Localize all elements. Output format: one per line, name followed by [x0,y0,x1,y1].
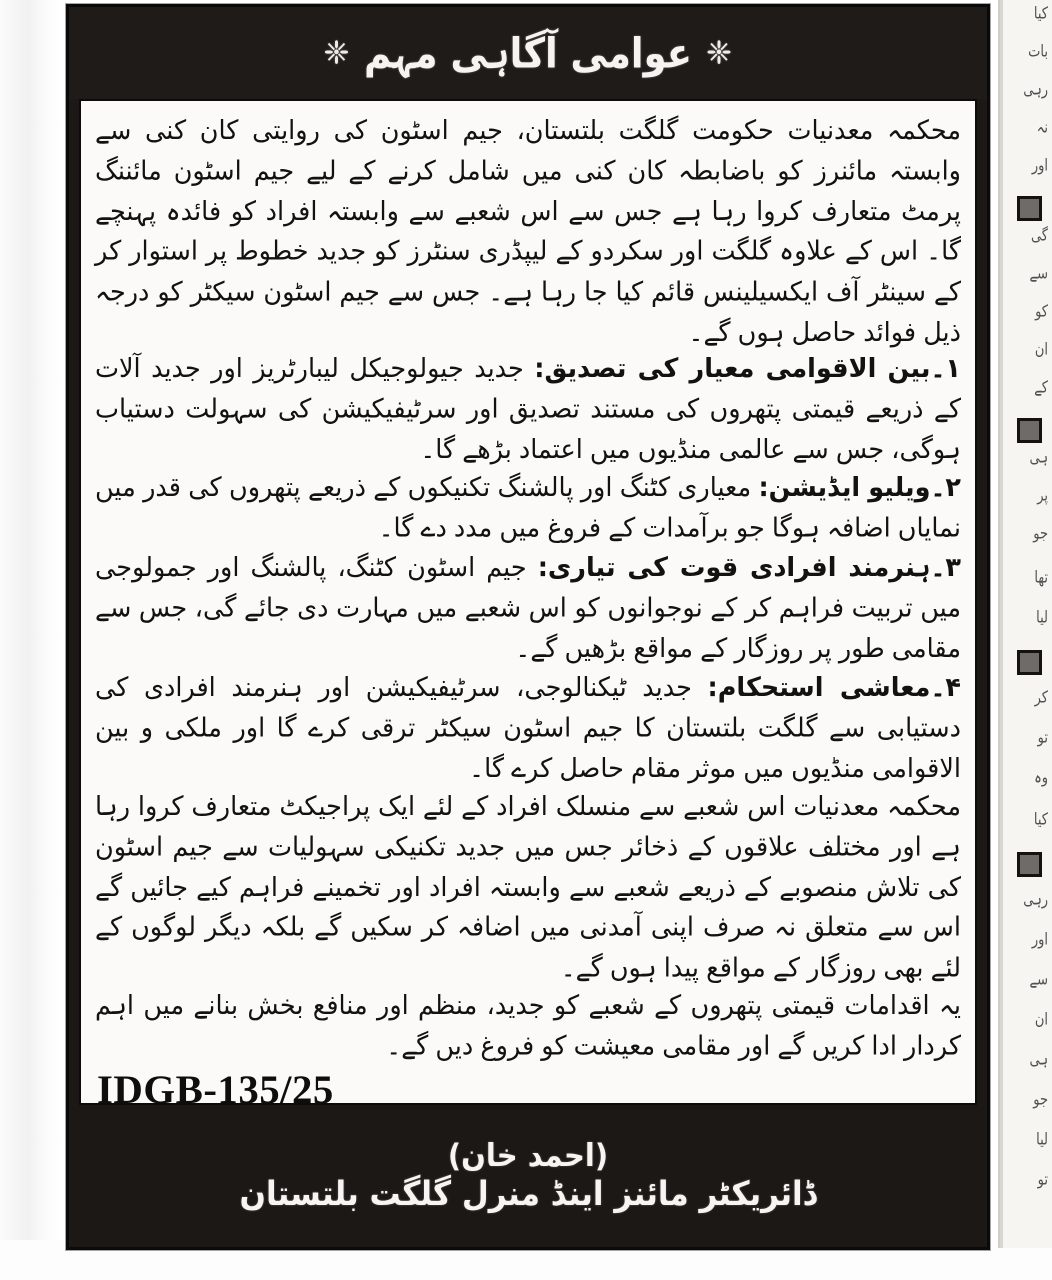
neighbor-text-fragment: سے [1029,264,1048,284]
neighbor-text-fragment: پر [1037,486,1048,506]
advertisement-header [69,7,987,99]
benefit-point-4-title: معاشی استحکام: [707,671,931,703]
floral-ornament-icon: ❈ [706,33,733,72]
neighbor-text-fragment: کو [1035,302,1048,322]
neighbor-text-fragment: اور [1031,930,1048,950]
neighbor-text-fragment: رہی [1023,890,1048,910]
neighbor-text-fragment: ہی [1029,448,1048,468]
benefit-point-1-number: ۱۔ [930,352,961,384]
benefit-point-3-number: ۳۔ [930,552,961,584]
neighbor-text-fragment: ان [1034,340,1048,360]
neighbor-text-fragment: جو [1033,524,1048,544]
campaign-title-text: عوامی آگاہی مہم [363,28,693,78]
benefit-point-3-title: ہنرمند افرادی قوت کی تیاری: [537,552,931,584]
neighbor-text-fragment: اور [1031,156,1048,176]
neighbor-text-fragment: ہی [1029,1050,1048,1070]
page-left-gutter [0,0,62,1280]
neighbor-text-fragment: وہ [1034,768,1048,788]
advertisement-body-panel [79,99,977,1105]
neighbor-text-fragment: سے [1029,970,1048,990]
neighbor-text-fragment: لیا [1036,608,1048,628]
neighbor-bullet-marker [1017,650,1042,675]
neighbor-text-fragment: گی [1030,226,1048,246]
advertisement-copy [95,111,961,1068]
neighbor-text-fragment: ان [1034,1010,1048,1030]
campaign-title [323,29,732,77]
benefit-point-1-text: جدید جیولوجیکل لیبارٹریز اور جدید آلات کے ذریعے قیمتی پتھروں کی مستند تصدیق اور سرٹیفیکیشن کی سہولت دستیاب ہوگی، جس سے عالمی منڈیوں میں اعتماد بڑھے گا۔ [95,352,961,465]
signature-block [69,1109,987,1247]
benefit-point-3 [95,548,961,669]
neighbor-bullet-marker [1017,418,1042,443]
neighbor-text-fragment: رہی [1023,80,1048,100]
benefit-point-4-number: ۴۔ [930,671,961,703]
neighbor-bullet-marker [1017,852,1042,877]
project-paragraph: محکمہ معدنیات اس شعبے سے منسلک افراد کے لئے ایک پراجیکٹ متعارف کروا رہا ہے اور مختلف علاقوں کے ذخائر جس میں جدید تکنیکی سہولیات سے جیم اسٹون کی تلاش منصوبے کے ذریعے شعبے سے وابستہ افراد اور تخمینے فراہم کیے جائیں گے اس سے متعلق نہ صرف اپنی آمدنی میں اضافہ کر سکیں گے بلکہ دیگر لوگوں کے لئے بھی روزگار کے مواقع پیدا ہوں گے۔ [95,790,961,984]
benefit-point-1 [95,349,961,470]
advertisement-box [66,4,990,1250]
benefit-point-2 [95,468,961,549]
neighbor-text-fragment: کیا [1033,810,1048,830]
benefit-point-2-title: ویلیو ایڈیشن: [758,471,931,504]
benefit-point-3-text: جیم اسٹون کٹنگ، پالشنگ اور جمولوجی میں تربیت فراہم کر کے نوجوانوں کو اس شعبے میں مہارت دی جائے گی، جس سے مقامی طور پر روزگار کے مواقع بڑھیں گے۔ [95,552,961,665]
benefit-point-2-number: ۲۔ [930,471,961,504]
benefit-point-4-text: جدید ٹیکنالوجی، سرٹیفیکیشن اور ہنرمند افرادی کی دستیابی سے گلگت بلتستان کا جیم اسٹون سیکٹر ترقی کرے گا اور ملکی و بین الاقوامی منڈیوں میں موثر مقام حاصل کرے گا۔ [95,671,961,784]
neighbor-text-fragment: کیا [1033,4,1048,24]
neighbor-bullet-marker [1017,196,1042,221]
neighbor-text-fragment: جو [1033,1090,1048,1110]
neighbor-text-fragment: تو [1037,728,1048,748]
column-divider-rule [1000,0,1003,1248]
adjacent-column-sliver [998,0,1052,1248]
reference-number: IDGB-135/25 [97,1067,334,1105]
reference-row [95,1068,961,1105]
closing-paragraph: یہ اقدامات قیمتی پتھروں کے شعبے کو جدید، منظم اور منافع بخش بنانے میں اہم کردار ادا کریں گے اور مقامی معیشت کو فروغ دیں گے۔ [95,989,961,1062]
neighbor-text-fragment: لیا [1036,1130,1048,1150]
neighbor-text-fragment: بات [1028,42,1048,62]
benefit-point-2-text: معیاری کٹنگ اور پالشنگ تکنیکوں کے ذریعے پتھروں کی قدر میں نمایاں اضافہ ہوگا جو برآمدات کے فروغ میں مدد دے گا۔ [95,471,961,544]
benefit-point-4 [95,668,961,789]
neighbor-text-fragment: تھا [1034,568,1048,588]
benefit-point-1-title: بین الاقوامی معیار کی تصدیق: [534,352,931,384]
neighbor-text-fragment: کے [1034,378,1048,398]
signatory-designation: ڈائریکٹر مائنز اینڈ منرل گلگت بلتستان [239,1174,817,1214]
neighbor-text-fragment: نہ [1036,118,1048,138]
signatory-name: (احمد خان) [447,1136,609,1174]
neighbor-text-fragment: کر [1034,688,1048,708]
floral-ornament-icon: ❈ [323,33,350,72]
intro-paragraph: محکمہ معدنیات حکومت گلگت بلتستان، جیم اسٹون کی روایتی کان کنی سے وابستہ مائنرز کو باضابطہ کان کنی میں شامل کرنے کے لیے جیم اسٹون مائننگ پرمٹ متعارف کروا رہا ہے جس سے اس شعبے سے وابستہ افراد کو فائدہ پہنچے گا۔ اس کے علاوہ گلگت اور سکردو کے لیپڈری سنٹرز کو جدید خطوط پر استوار کر کے سینٹر آف ایکسیلینس قائم کیا جا رہا ہے۔ جس سے جیم اسٹون سیکٹر کو درجہ ذیل فوائد حاصل ہوں گے۔ [95,115,961,348]
neighbor-text-fragment: تو [1037,1170,1048,1190]
